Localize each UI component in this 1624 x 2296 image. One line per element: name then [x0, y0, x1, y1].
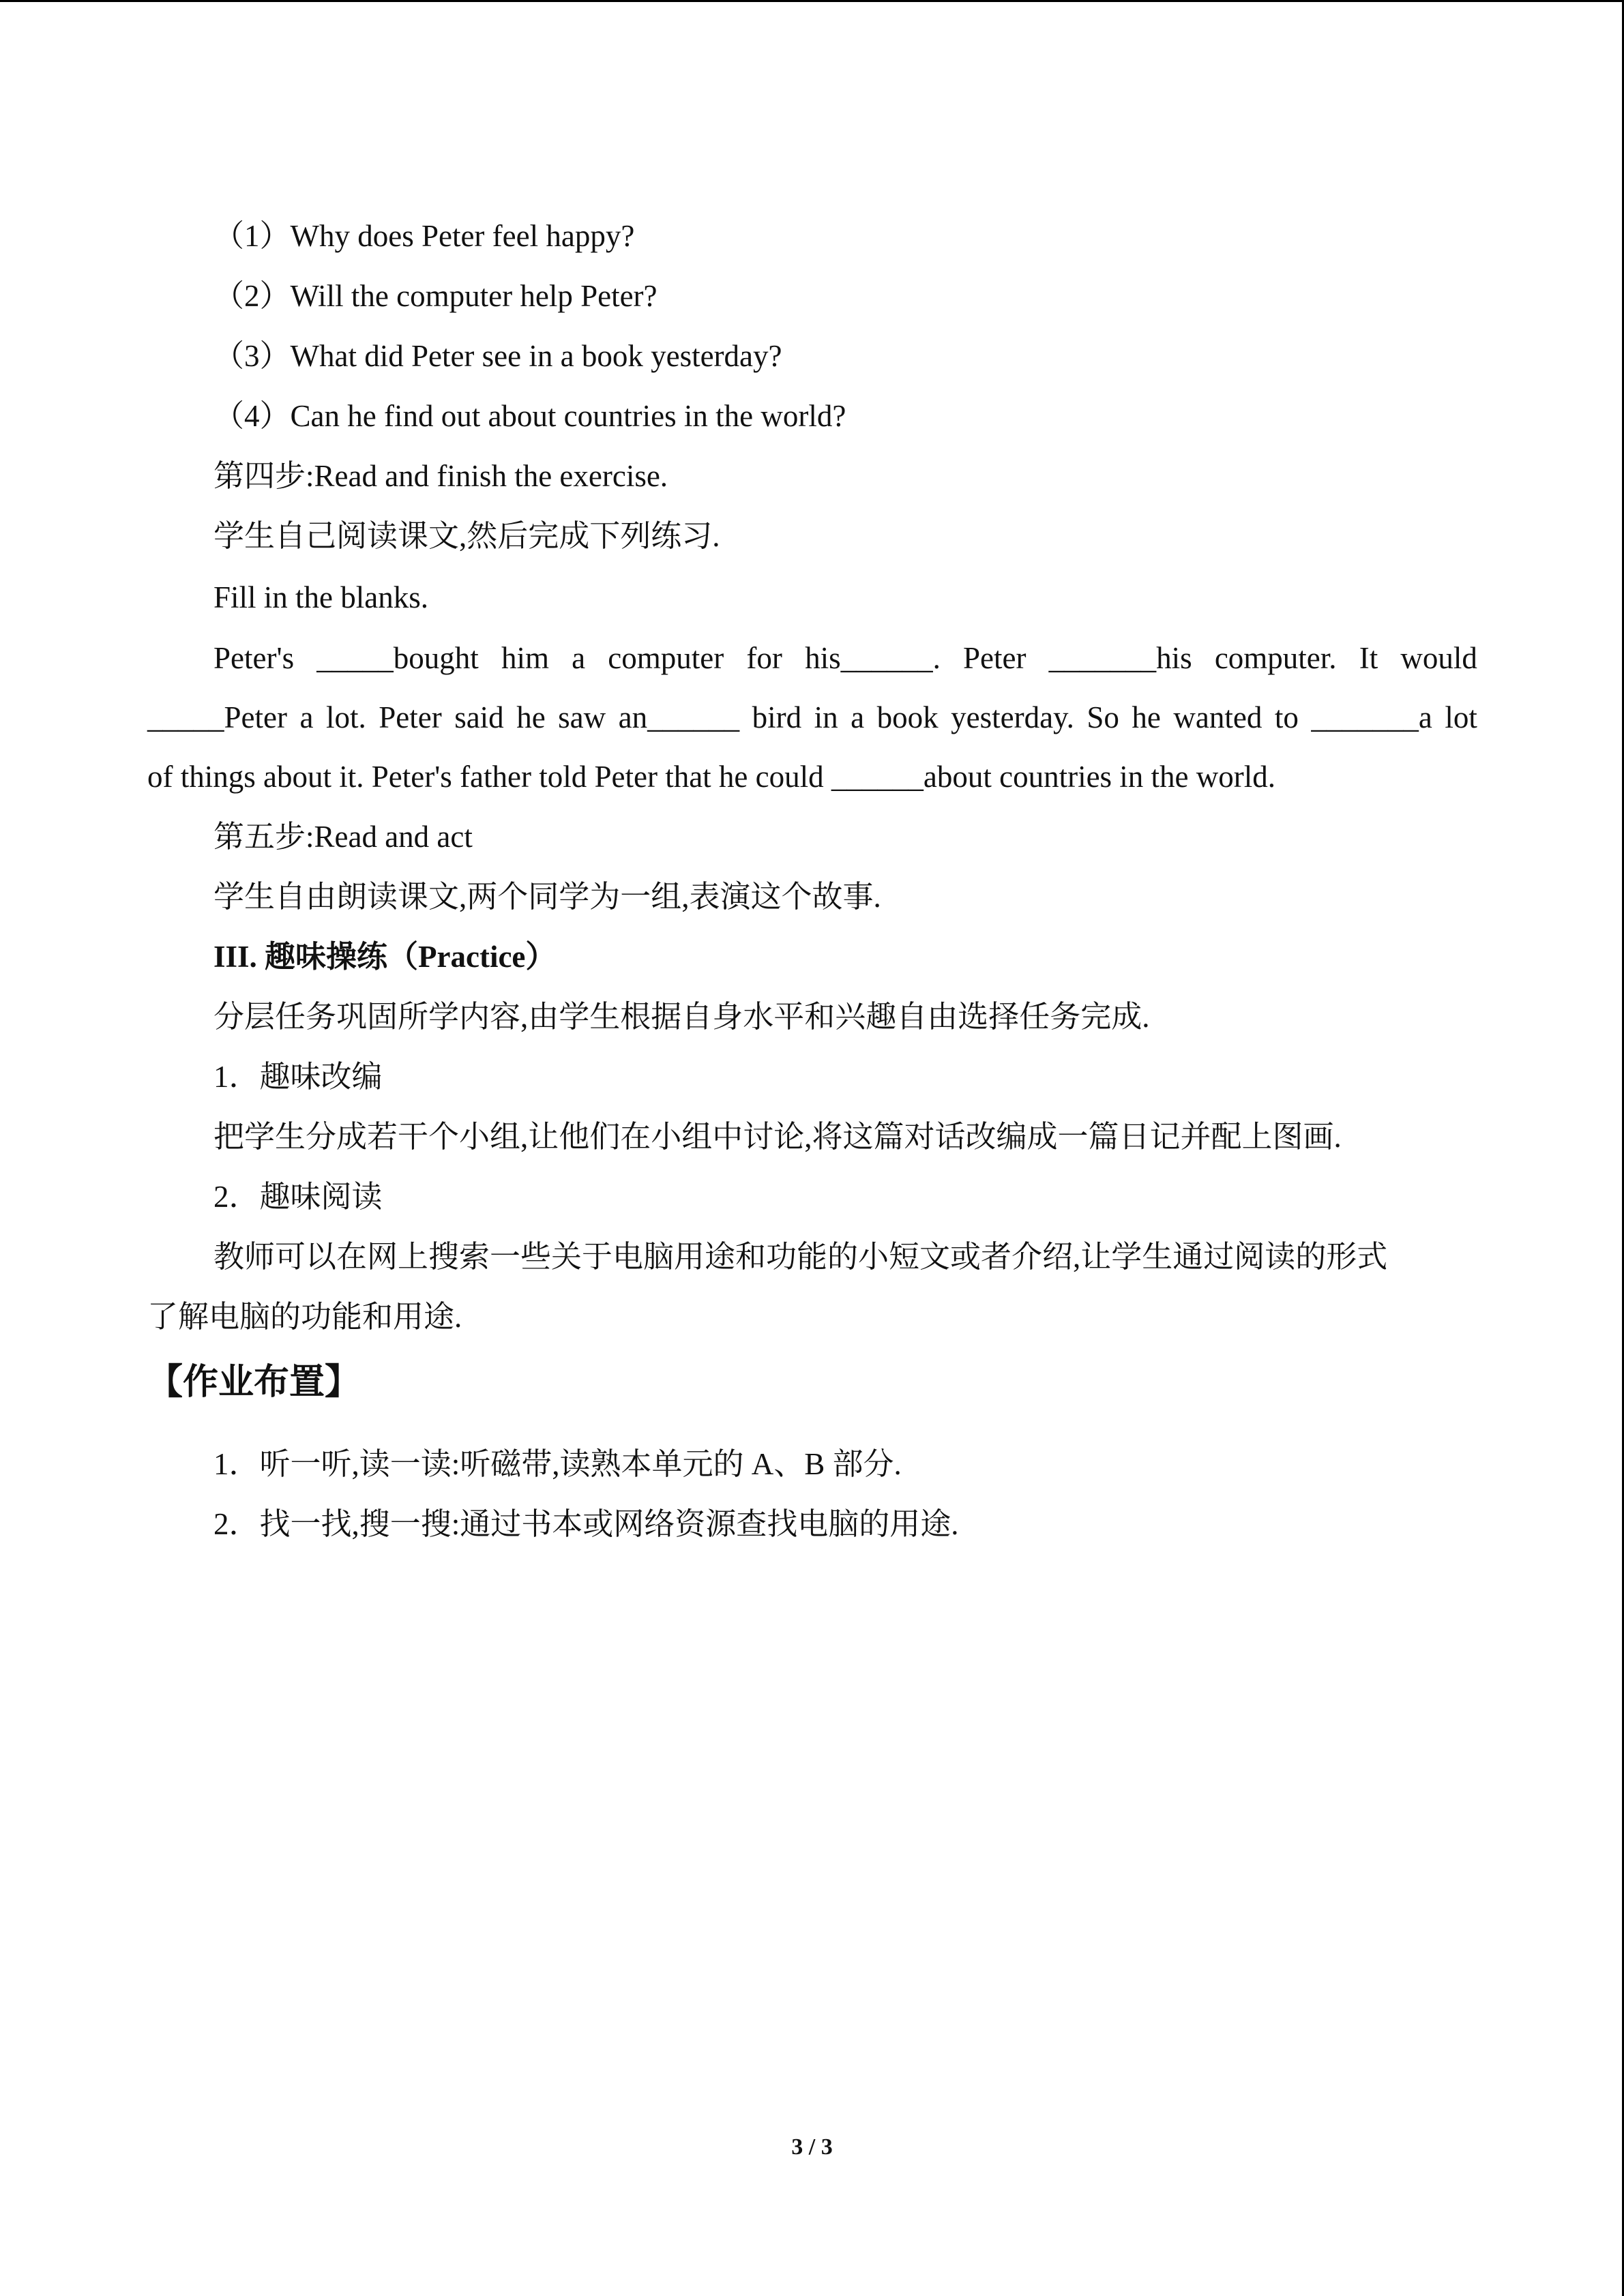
- passage-word: to: [1274, 700, 1299, 734]
- page-number: 3 / 3: [791, 2134, 833, 2160]
- passage-word: said: [454, 700, 504, 734]
- passage-word: _____bought: [316, 641, 479, 675]
- practice-heading: III. 趣味操练（Practice）: [213, 940, 557, 974]
- passage-word: computer: [608, 641, 724, 675]
- passage-word: So: [1087, 700, 1119, 734]
- passage-line-3: of things about it. Peter's father told Peter that he could ______about countries in the world.: [147, 760, 1276, 794]
- homework-item2: 2．找一找,搜一搜:通过书本或网络资源查找电脑的用途.: [213, 1507, 959, 1541]
- practice-intro: 分层任务巩固所学内容,由学生根据自身水平和兴趣自由选择任务完成.: [213, 1000, 1150, 1034]
- passage-word: lot: [1445, 700, 1477, 734]
- passage-word: It: [1359, 641, 1378, 675]
- passage-word: bird: [752, 700, 802, 734]
- question-1: （1）Why does Peter feel happy?: [213, 219, 635, 253]
- question-2: （2）Will the computer help Peter?: [213, 279, 658, 313]
- passage-word: in: [814, 700, 838, 734]
- passage-word: wanted: [1173, 700, 1263, 734]
- passage-word: he: [516, 700, 546, 734]
- passage-word: a: [299, 700, 314, 734]
- passage-word: would: [1400, 641, 1477, 675]
- passage-word: _______a: [1311, 700, 1432, 734]
- practice-item1-title: 1．趣味改编: [213, 1060, 383, 1094]
- passage-word: Peter: [379, 700, 442, 734]
- passage-word: he: [1132, 700, 1161, 734]
- passage-word: him: [501, 641, 549, 675]
- passage-word: lot.: [325, 700, 366, 734]
- practice-item1-text: 把学生分成若干个小组,让他们在小组中讨论,将这篇对话改编成一篇日记并配上图画.: [213, 1120, 1342, 1154]
- passage-line-2: [147, 697, 1477, 738]
- step4-task: Fill in the blanks.: [213, 580, 428, 614]
- passage-word: computer.: [1214, 641, 1337, 675]
- passage-word: Peter's: [213, 641, 295, 675]
- page-top-border: [0, 0, 1624, 2]
- passage-word: book: [876, 700, 939, 734]
- question-3: （3）What did Peter see in a book yesterday?: [213, 339, 782, 373]
- passage-word: saw: [558, 700, 606, 734]
- passage-word: _____Peter: [147, 700, 287, 734]
- passage-word: an______: [618, 700, 740, 734]
- step4-instruction: 学生自己阅读课文,然后完成下列练习.: [213, 519, 720, 553]
- passage-word: _______his: [1048, 641, 1192, 675]
- practice-item2-title: 2．趣味阅读: [213, 1180, 383, 1214]
- passage-word: Peter: [963, 641, 1027, 675]
- passage-line-1: [213, 638, 1477, 679]
- passage-word: for: [746, 641, 782, 675]
- passage-word: a: [572, 641, 586, 675]
- passage-word: his______.: [805, 641, 941, 675]
- practice-item2-text-line2: 了解电脑的功能和用途.: [147, 1300, 462, 1334]
- homework-heading: 【作业布置】: [147, 1363, 361, 1402]
- homework-item1: 1．听一听,读一读:听磁带,读熟本单元的 A、B 部分.: [213, 1447, 902, 1481]
- passage-word: a: [851, 700, 865, 734]
- step5-title: 第五步:Read and act: [213, 820, 473, 854]
- step5-instruction: 学生自由朗读课文,两个同学为一组,表演这个故事.: [213, 880, 881, 914]
- question-4: （4）Can he find out about countries in the world?: [213, 399, 846, 433]
- practice-item2-text-line1: 教师可以在网上搜索一些关于电脑用途和功能的小短文或者介绍,让学生通过阅读的形式: [213, 1240, 1388, 1274]
- step4-title: 第四步:Read and finish the exercise.: [213, 459, 668, 493]
- passage-word: yesterday.: [951, 700, 1074, 734]
